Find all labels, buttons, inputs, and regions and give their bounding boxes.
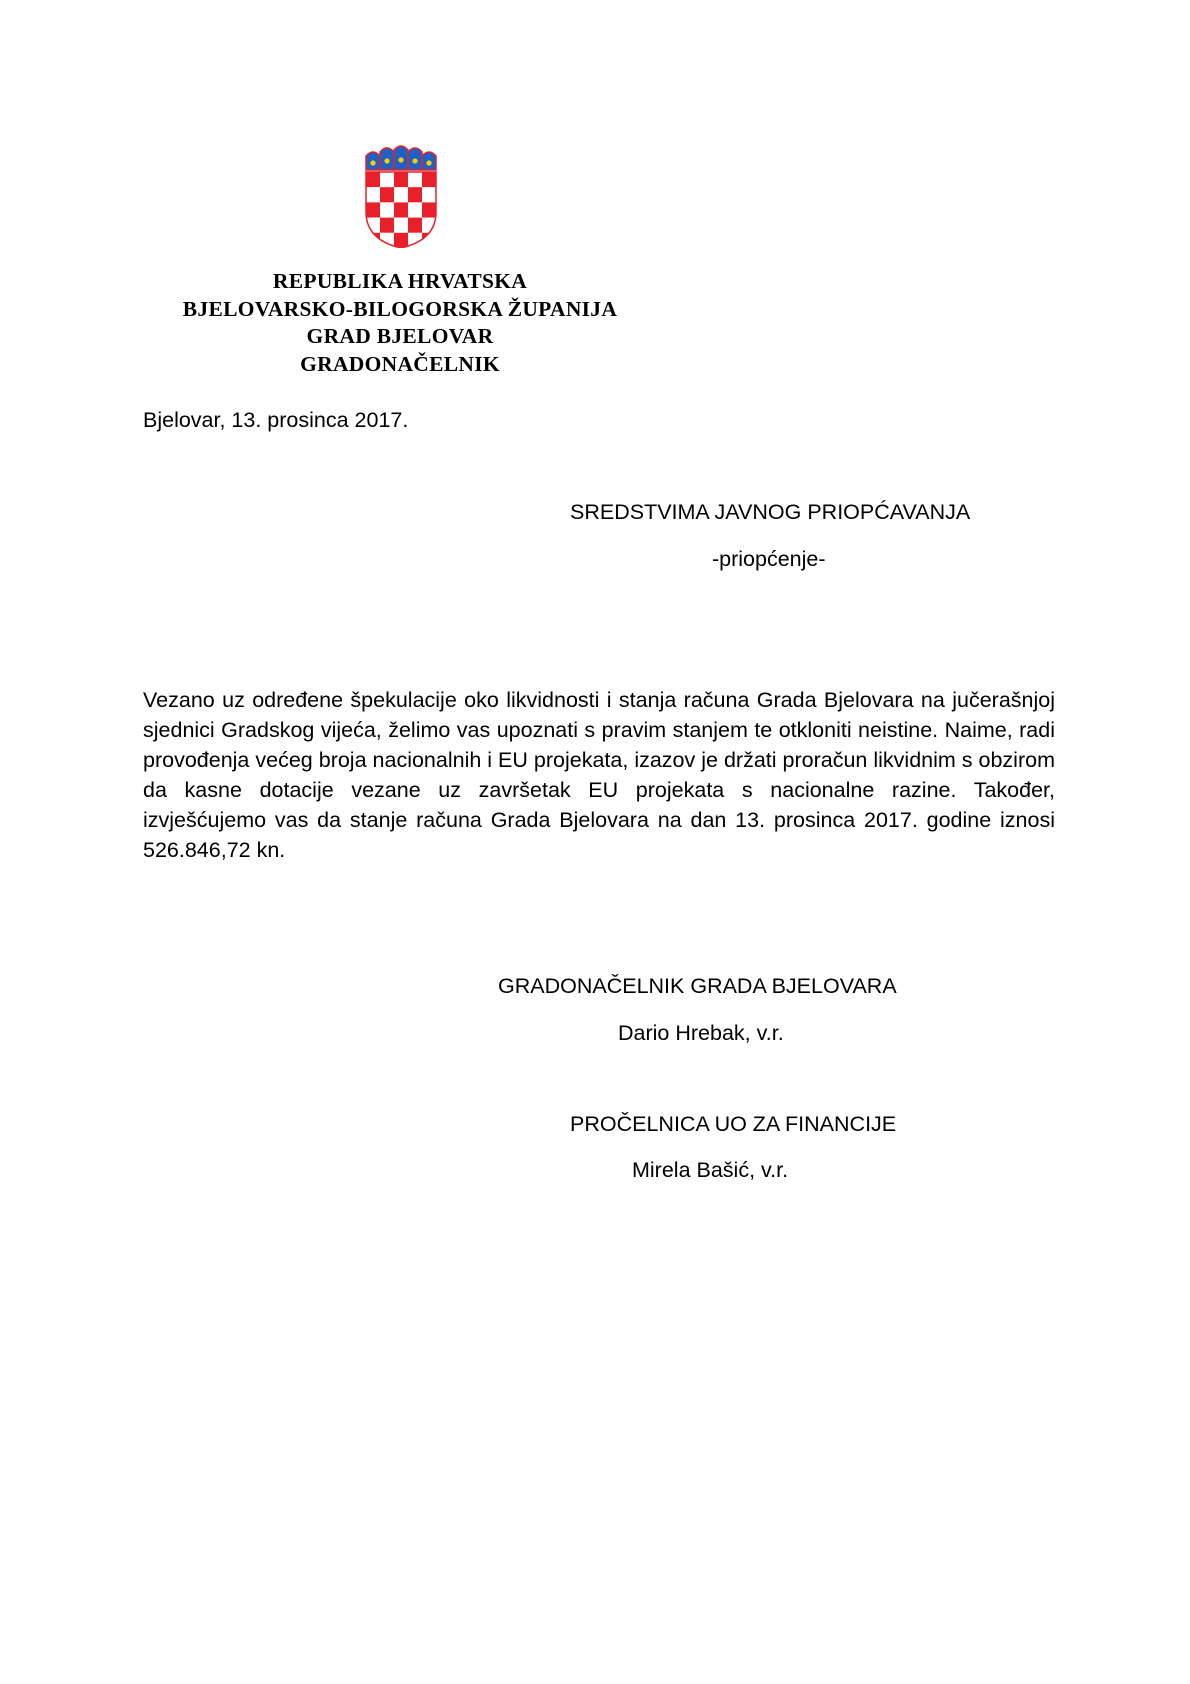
signature-name-finance: Mirela Bašić, v.r. <box>632 1158 789 1182</box>
issuer-header <box>150 268 650 378</box>
header-line-republic: REPUBLIKA HRVATSKA <box>272 269 528 293</box>
header-line-city: GRAD BJELOVAR <box>306 324 494 348</box>
signature-name-mayor: Dario Hrebak, v.r. <box>618 1021 784 1045</box>
crown <box>366 146 436 170</box>
header-line-office: GRADONAČELNIK <box>300 351 500 376</box>
document-date: Bjelovar, 13. prosinca 2017. <box>143 408 409 432</box>
recipient: SREDSTVIMA JAVNOG PRIOPĆAVANJA <box>570 500 971 524</box>
signature-title-mayor: GRADONAČELNIK GRADA BJELOVARA <box>498 974 897 998</box>
signature-title-finance: PROČELNICA UO ZA FINANCIJE <box>570 1112 897 1136</box>
header-line-county: BJELOVARSKO-BILOGORSKA ŽUPANIJA <box>182 296 618 321</box>
body-paragraph: Vezano uz određene špekulacije oko likvidnosti i stanja računa Grada Bjelovara na jučerašnjoj sjednici Gradskog vijeća, želimo vas upoznati s pravim stanjem te otkloniti neistine. Naime, radi provođenja većeg broja nacionalnih i EU projekata, izazov je držati proračun likvidnim s obzirom da kasne dotacije vezane uz završetak EU projekata s nacionalne razine. Također, izvješćujemo vas da stanje računa Grada Bjelovara na dan 13. prosinca 2017. godine iznosi 526.846,72 kn. <box>143 688 1055 862</box>
croatian-coat-of-arms-icon <box>360 142 442 248</box>
document-type: -priopćenje- <box>712 547 826 571</box>
